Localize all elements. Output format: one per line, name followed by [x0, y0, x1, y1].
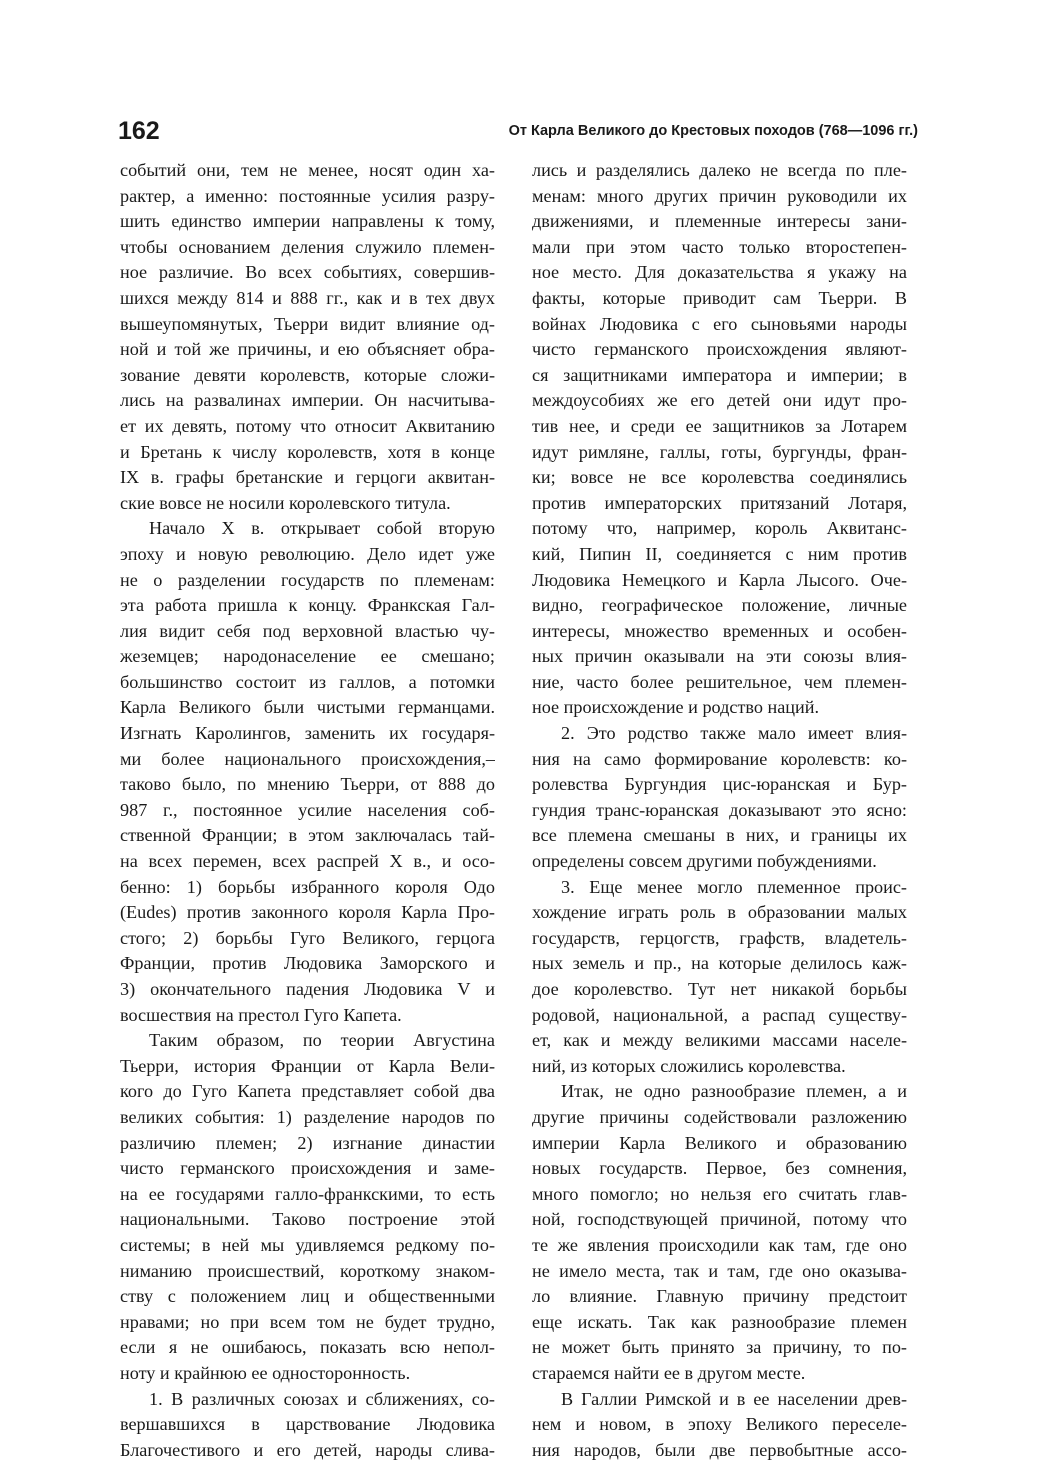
text-line: все племена смешаны в них, и границы их: [532, 823, 907, 849]
page-header: [118, 116, 918, 146]
text-line: против императорских притязаний Лотаря,: [532, 491, 907, 517]
text-line: ноту и крайнюю ее односторонность.: [120, 1361, 495, 1387]
text-line: гундия транс-юранская доказывают это ясно:: [532, 798, 907, 824]
text-line: нравами; но при всем том не будет трудно,: [120, 1310, 495, 1336]
text-line: нем и новом, в эпоху Великого переселе-: [532, 1412, 907, 1438]
paragraph: [120, 1387, 495, 1463]
text-line: бенно: 1) борьбы избранного короля Одо: [120, 875, 495, 901]
text-line: ных причин оказывали на эти союзы влия-: [532, 644, 907, 670]
paragraph: [120, 1028, 495, 1386]
text-line: интересы, множество временных и особен-: [532, 619, 907, 645]
text-line: определены совсем другими побуждениями.: [532, 849, 907, 875]
right-column: [532, 158, 907, 1463]
text-line: ся защитниками императора и империи; в: [532, 363, 907, 389]
text-line: ству с положением лиц и общественными: [120, 1284, 495, 1310]
text-line: новых государств. Первое, без сомнения,: [532, 1156, 907, 1182]
text-line: чисто германского происхождения и заме-: [120, 1156, 495, 1182]
text-line: те же явления происходили как там, где оно: [532, 1233, 907, 1259]
text-line: ние, часто более решительное, чем племен-: [532, 670, 907, 696]
text-line: чисто германского происхождения являют-: [532, 337, 907, 363]
left-column: [120, 158, 495, 1463]
text-line: ное различие. Во всех событиях, совершив-: [120, 260, 495, 286]
text-line: ной, господствующей причиной, потому что: [532, 1207, 907, 1233]
paragraph: [532, 875, 907, 1080]
text-line: факты, которые приводит сам Тьерри. В: [532, 286, 907, 312]
text-line: большинство состоит из галлов, а потомки: [120, 670, 495, 696]
text-line: не о разделении государств по племенам:: [120, 568, 495, 594]
text-line: эпоху и новую революцию. Дело идет уже: [120, 542, 495, 568]
text-line: национальными. Таково построение этой: [120, 1207, 495, 1233]
paragraph: [532, 158, 907, 721]
text-line: ми более национального происхождения,–: [120, 747, 495, 773]
text-line: шить единство империи направлены к тому,: [120, 209, 495, 235]
text-line: ки; вовсе не все королевства соединялись: [532, 465, 907, 491]
text-line: Таким образом, по теории Августина: [120, 1028, 495, 1054]
text-line: ния народов, были две первобытные ассо-: [532, 1438, 907, 1463]
text-line: событий они, тем не менее, носят один ха-: [120, 158, 495, 184]
text-line: зование девяти королевств, которые сложи-: [120, 363, 495, 389]
text-line: на всех перемен, всех распрей X в., и осо-: [120, 849, 495, 875]
text-line: 3) окончательного падения Людовика V и: [120, 977, 495, 1003]
text-line: таково было, по мнению Тьерри, от 888 до: [120, 772, 495, 798]
text-line: движениями, и племенные интересы зани-: [532, 209, 907, 235]
text-line: восшествия на престол Гуго Капета.: [120, 1003, 495, 1029]
text-line: тив нее, и среди ее защитников за Лотарем: [532, 414, 907, 440]
text-line: (Eudes) против законного короля Карла Про-: [120, 900, 495, 926]
text-line: Итак, не одно разнообразие племен, а и: [532, 1079, 907, 1105]
text-line: великих события: 1) разделение народов по: [120, 1105, 495, 1131]
text-line: ет их девять, потому что относит Аквитанию: [120, 414, 495, 440]
running-title: От Карла Великого до Крестовых походов (768—1096 гг.): [509, 120, 918, 142]
text-line: Карла Великого были чистыми германцами.: [120, 695, 495, 721]
text-line: лись на развалинах империи. Он насчитыва-: [120, 388, 495, 414]
text-line: кого до Гуго Капета представляет собой два: [120, 1079, 495, 1105]
text-line: ное место. Для доказательства я укажу на: [532, 260, 907, 286]
text-line: Начало X в. открывает собой вторую: [120, 516, 495, 542]
text-line: ных земель и пр., на которые делилось каж-: [532, 951, 907, 977]
text-line: междоусобиях же его детей они идут про-: [532, 388, 907, 414]
page-number: 162: [118, 116, 160, 146]
text-line: империи Карла Великого и образованию: [532, 1131, 907, 1157]
text-line: лись и разделялись далеко не всегда по пле-: [532, 158, 907, 184]
text-line: потому что, например, король Аквитанс-: [532, 516, 907, 542]
text-line: ное происхождение и родство наций.: [532, 695, 907, 721]
text-line: рактер, а именно: постоянные усилия разру-: [120, 184, 495, 210]
text-line: ний, из которых сложились королевства.: [532, 1054, 907, 1080]
text-line: не может быть принято за причину, то по-: [532, 1335, 907, 1361]
text-line: IX в. графы бретанские и герцоги аквитан-: [120, 465, 495, 491]
text-line: кий, Пипин II, соединяется с ним против: [532, 542, 907, 568]
text-line: идут римляне, галлы, готы, бургунды, фран-: [532, 440, 907, 466]
text-line: Изгнать Каролингов, заменить их государя-: [120, 721, 495, 747]
text-line: ло влияние. Главную причину предстоит: [532, 1284, 907, 1310]
text-line: видно, географическое положение, личные: [532, 593, 907, 619]
text-line: менам: много других причин руководили их: [532, 184, 907, 210]
text-line: эта работа пришла к концу. Франкская Гал-: [120, 593, 495, 619]
text-line: ские вовсе не носили королевского титула.: [120, 491, 495, 517]
text-line: другие причины содействовали разложению: [532, 1105, 907, 1131]
text-line: на ее государями галло-франкскими, то есть: [120, 1182, 495, 1208]
text-line: ственной Франции; в этом заключалась тай-: [120, 823, 495, 849]
text-line: войнах Людовика с его сыновьями народы: [532, 312, 907, 338]
text-line: чтобы основанием деления служило племен-: [120, 235, 495, 261]
text-line: ролевства Бургундия цис-юранская и Бур-: [532, 772, 907, 798]
text-line: ниманию происшествий, короткому знаком-: [120, 1259, 495, 1285]
text-line: ния на само формирование королевств: ко-: [532, 747, 907, 773]
paragraph: [532, 1079, 907, 1386]
text-line: Тьерри, история Франции от Карла Вели-: [120, 1054, 495, 1080]
text-line: хождение играть роль в образовании малых: [532, 900, 907, 926]
text-line: 987 г., постоянное усилие населения соб-: [120, 798, 495, 824]
text-line: В Галлии Римской и в ее населении древ-: [532, 1387, 907, 1413]
text-line: вершавшихся в царствование Людовика: [120, 1412, 495, 1438]
paragraph: [120, 516, 495, 1028]
text-line: ной и той же причины, и ею объясняет обра-: [120, 337, 495, 363]
text-line: много помогло; но нельзя его считать глав-: [532, 1182, 907, 1208]
text-line: различию племен; 2) изгнание династии: [120, 1131, 495, 1157]
text-line: шихся между 814 и 888 гг., как и в тех двух: [120, 286, 495, 312]
text-line: 2. Это родство также мало имеет влия-: [532, 721, 907, 747]
paragraph: [120, 158, 495, 516]
text-line: не имело места, так и там, где оно оказыва-: [532, 1259, 907, 1285]
text-line: 1. В различных союзах и сближениях, со-: [120, 1387, 495, 1413]
paragraph: [532, 1387, 907, 1463]
text-line: системы; в ней мы удивляемся редкому по-: [120, 1233, 495, 1259]
text-line: Людовика Немецкого и Карла Лысого. Оче-: [532, 568, 907, 594]
text-line: государств, герцогств, графств, владетель-: [532, 926, 907, 952]
text-line: дое королевство. Тут нет никакой борьбы: [532, 977, 907, 1003]
text-line: вышеупомянутых, Тьерри видит влияние од-: [120, 312, 495, 338]
text-line: Франции, против Людовика Заморского и: [120, 951, 495, 977]
text-line: стараемся найти ее в другом месте.: [532, 1361, 907, 1387]
text-line: родовой, национальной, а распад существу-: [532, 1003, 907, 1029]
text-line: стого; 2) борьбы Гуго Великого, герцога: [120, 926, 495, 952]
text-line: ет, как и между великими массами населе-: [532, 1028, 907, 1054]
paragraph: [532, 721, 907, 875]
text-line: 3. Еще менее могло племенное проис-: [532, 875, 907, 901]
text-line: Благочестивого и его детей, народы слива-: [120, 1438, 495, 1463]
text-line: и Бретань к числу королевств, хотя в конце: [120, 440, 495, 466]
text-line: жеземцев; народонаселение ее смешано;: [120, 644, 495, 670]
text-line: мали при этом часто только второстепен-: [532, 235, 907, 261]
text-line: лия видит себя под верховной властью чу-: [120, 619, 495, 645]
text-line: если я не ошибаюсь, показать всю непол-: [120, 1335, 495, 1361]
text-line: еще искать. Так как разнообразие племен: [532, 1310, 907, 1336]
